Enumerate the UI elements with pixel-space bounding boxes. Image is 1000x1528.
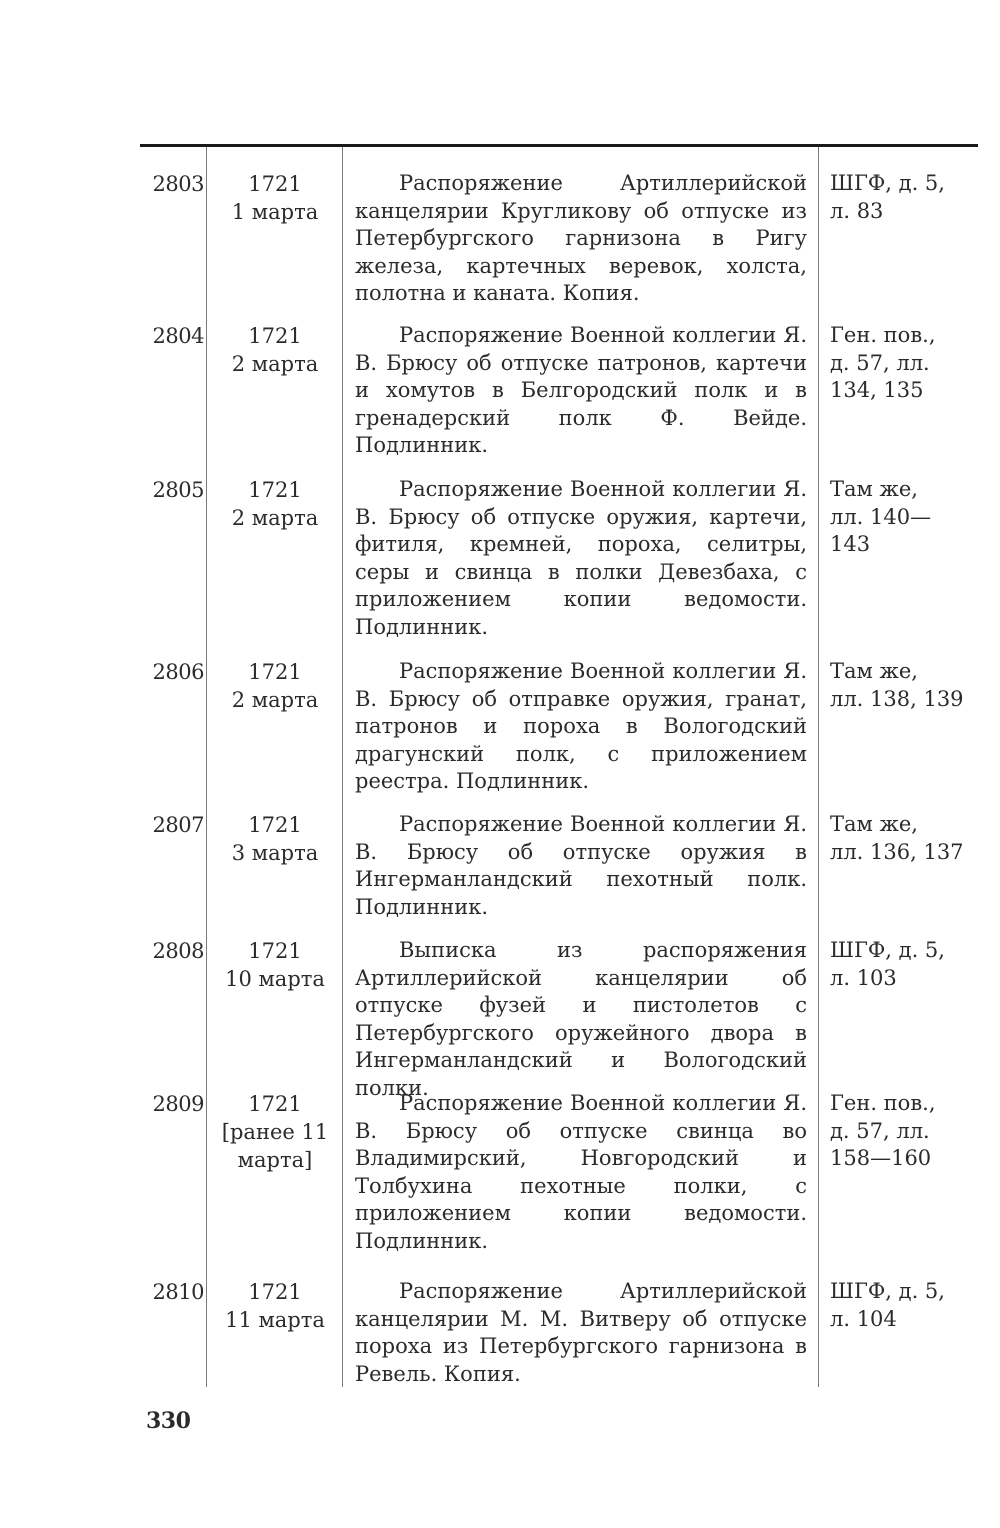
entry-day: 3 марта (231, 841, 319, 865)
entry-day: 2 марта (231, 506, 319, 530)
entry-reference: Там же, лл. 136, 137 (830, 812, 964, 864)
entry-day: 2 марта (231, 352, 319, 376)
entry-description: Распоряжение Военной коллегии Я. В. Брюсу об отпуске патронов, картечи и хомутов в Белгородский полк и в гренадерский полк Ф. Вейде. Подлинник. (355, 323, 807, 458)
entry-description: Распоряжение Военной коллегии Я. В. Брюсу об отпуске оружия, картечи, фитиля, кремней, пороха, селитры, серы и свинца в полки Девезбаха, с приложением копии ведомости. Подлинник. (355, 477, 807, 639)
entry-description: Распоряжение Артиллерийской канцелярии Кругликову об отпуске из Петербургского гарнизона в Ригу железа, картечных веревок, холста, полотна и каната. Копия. (355, 171, 807, 306)
entry-day: [ранее 11 марта] (221, 1120, 329, 1172)
entry-number: 2804 (152, 324, 204, 348)
entry-number: 2805 (152, 478, 204, 502)
entry-date (212, 658, 338, 714)
entry-date (212, 170, 338, 226)
entry-reference: ШГФ, д. 5, л. 103 (830, 938, 945, 990)
entry-number: 2806 (152, 660, 204, 684)
entry-year: 1721 (248, 324, 302, 348)
entry-number: 2810 (152, 1280, 204, 1304)
entry-reference: Ген. пов., д. 57, лл. 158—160 (830, 1091, 936, 1171)
entry-year: 1721 (248, 172, 302, 196)
entry-reference: Там же, лл. 140— 143 (830, 477, 932, 557)
column-divider-date (342, 147, 343, 1387)
entry-date (212, 322, 338, 378)
column-divider-number (206, 147, 207, 1387)
entry-reference: Ген. пов., д. 57, лл. 134, 135 (830, 323, 936, 403)
column-divider-reference (818, 147, 819, 1387)
entry-year: 1721 (248, 660, 302, 684)
entry-reference: ШГФ, д. 5, л. 104 (830, 1279, 945, 1331)
entry-day: 1 марта (231, 200, 319, 224)
entry-number: 2809 (152, 1092, 204, 1116)
entry-description: Распоряжение Военной коллегии Я. В. Брюсу об отправке оружия, гранат, патронов и пороха в Вологодский драгунский полк, с приложением реестра. Подлинник. (355, 659, 807, 794)
entry-number: 2808 (152, 939, 204, 963)
entry-year: 1721 (248, 939, 302, 963)
entry-reference: ШГФ, д. 5, л. 83 (830, 171, 945, 223)
entry-day: 10 марта (225, 967, 325, 991)
entry-date (212, 476, 338, 532)
entry-description: Выписка из распоряжения Артиллерийской канцелярии об отпуске фузей и пистолетов с Петербургского оружейного двора в Ингерманландский и Вологодский полки. (355, 938, 807, 1100)
entry-date (212, 937, 338, 993)
entry-date (212, 811, 338, 867)
top-rule (140, 144, 978, 147)
entry-day: 11 марта (225, 1308, 325, 1332)
entry-day: 2 марта (231, 688, 319, 712)
entry-number: 2803 (152, 172, 204, 196)
entry-date (208, 1090, 342, 1174)
page-number: 330 (146, 1408, 191, 1434)
entry-year: 1721 (248, 478, 302, 502)
entry-year: 1721 (248, 813, 302, 837)
entry-reference: Там же, лл. 138, 139 (830, 659, 964, 711)
entry-description: Распоряжение Артиллерийской канцелярии М. М. Витверу об отпуске пороха из Петербургского гарнизона в Ревель. Копия. (355, 1279, 807, 1386)
entry-date (212, 1278, 338, 1334)
entry-description: Распоряжение Военной коллегии Я. В. Брюсу об отпуске оружия в Ингерманландский пехотный полк. Подлинник. (355, 812, 807, 919)
entry-number: 2807 (152, 813, 204, 837)
entry-year: 1721 (248, 1092, 302, 1116)
entry-year: 1721 (248, 1280, 302, 1304)
entry-description: Распоряжение Военной коллегии Я. В. Брюсу об отпуске свинца во Владимирский, Новгородский и Толбухина пехотные полки, с приложением копии ведомости. Подлинник. (355, 1091, 807, 1253)
